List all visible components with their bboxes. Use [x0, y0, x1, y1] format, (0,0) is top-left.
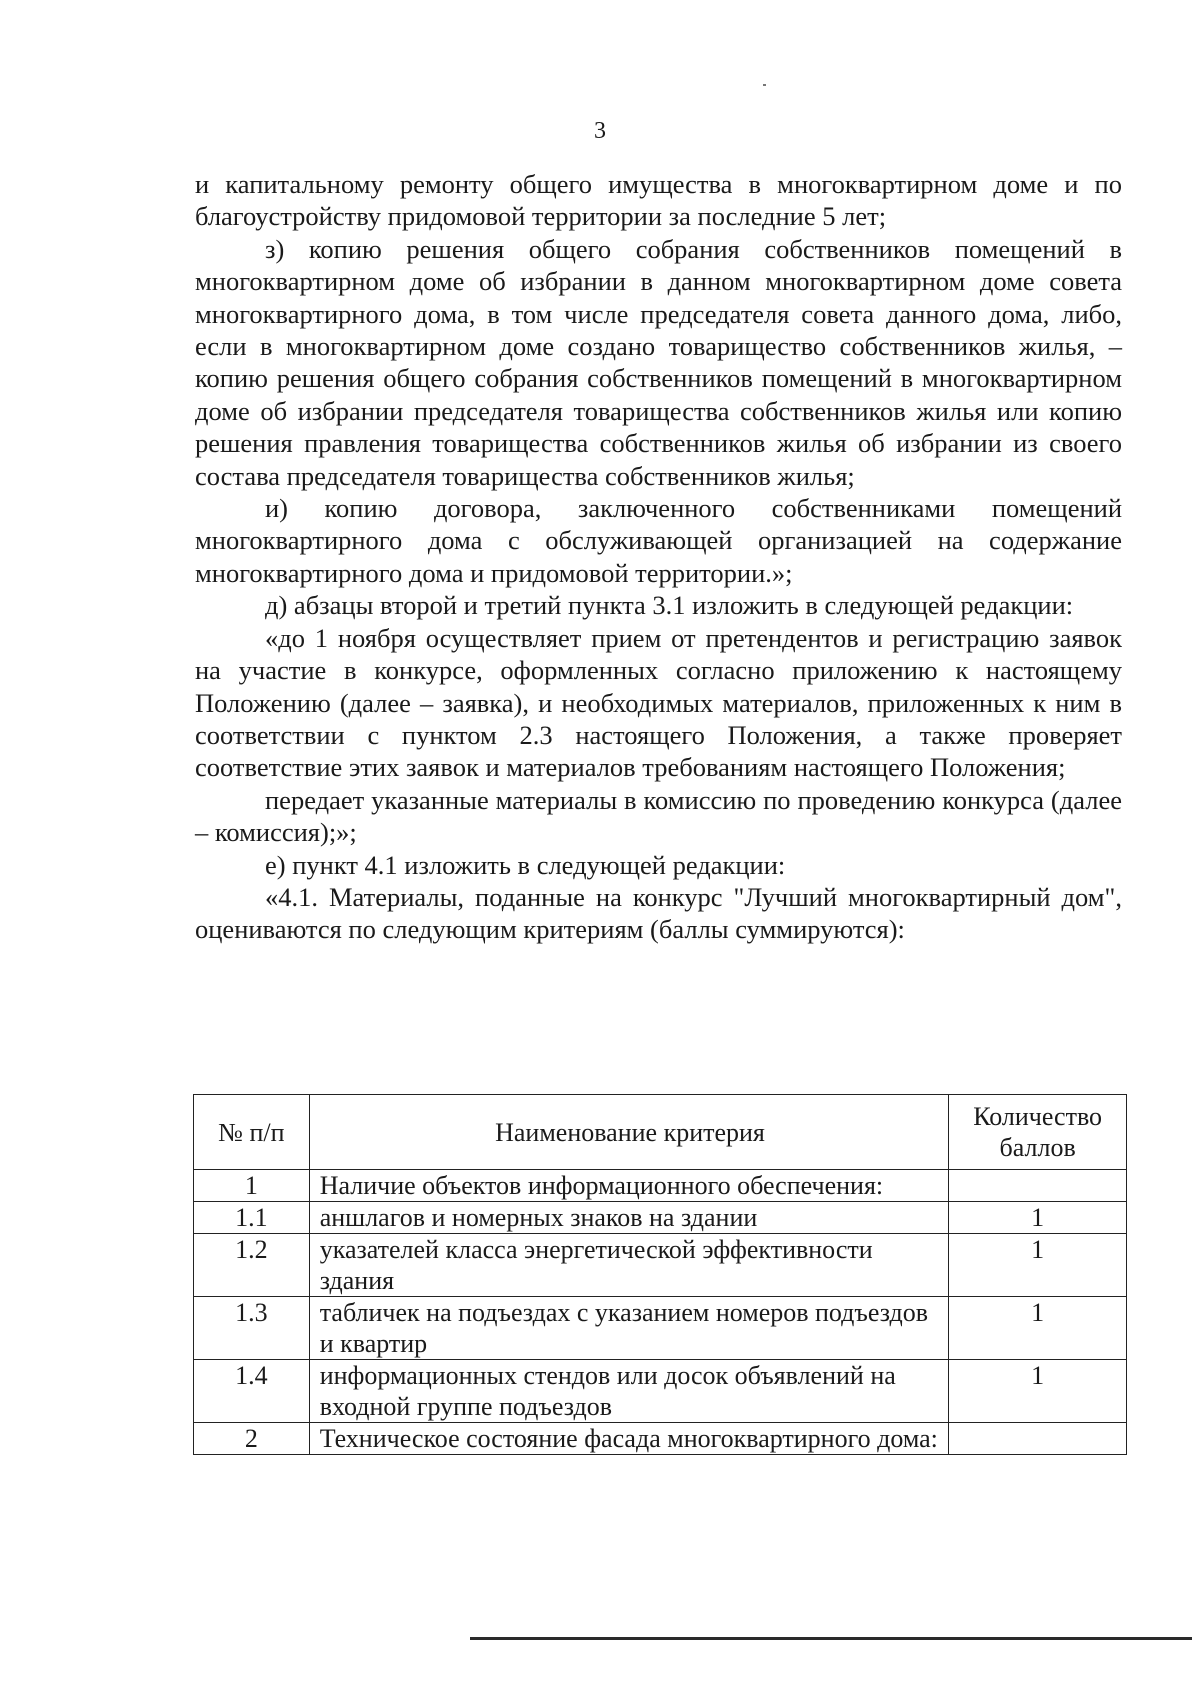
table-row — [194, 1297, 1127, 1360]
body-text — [195, 168, 1122, 946]
row-criterion: Техническое состояние фасада многоквартирного дома: — [309, 1423, 949, 1455]
row-number: 1 — [194, 1170, 310, 1202]
row-number: 1.4 — [194, 1360, 310, 1423]
row-criterion: табличек на подъездах с указанием номеров подъездов и квартир — [309, 1297, 949, 1360]
table-row — [194, 1423, 1127, 1455]
row-score: 1 — [949, 1360, 1127, 1423]
paragraph-item-z: з) копию решения общего собрания собственников помещений в многоквартирном доме об избрании в данном многоквартирном доме совета многоквартирного дома, в том числе председателя совета данного дома, либо, если в многоквартирном доме создано товарищество собственников жилья, – копию решения общего собрания собственников помещений в многоквартирном доме об избрании председателя товарищества собственников жилья или копию решения правления товарищества собственников жилья об избрании из своего состава председателя товарищества собственников жилья; — [195, 233, 1122, 491]
row-number: 2 — [194, 1423, 310, 1455]
table-header-row — [194, 1095, 1127, 1170]
scan-bottom-edge-line — [470, 1637, 1192, 1640]
row-criterion: аншлагов и номерных знаков на здании — [309, 1202, 949, 1234]
table-row — [194, 1234, 1127, 1297]
row-criterion: указателей класса энергетической эффективности здания — [309, 1234, 949, 1297]
paragraph-item-e: е) пункт 4.1 изложить в следующей редакции: — [265, 849, 786, 880]
row-criterion: информационных стендов или досок объявлений на входной группе подъездов — [309, 1360, 949, 1423]
paragraph-criteria-intro: «4.1. Материалы, поданные на конкурс "Лучший многоквартирный дом", оцениваются по следующим критериям (баллы суммируются): — [195, 881, 1122, 945]
header-number: № п/п — [194, 1095, 310, 1170]
row-score — [949, 1423, 1127, 1455]
table-row — [194, 1202, 1127, 1234]
paragraph-item-i: и) копию договора, заключенного собственниками помещений многоквартирного дома с обслуживающей организацией на содержание многоквартирного дома и придомовой территории.»; — [195, 493, 1122, 588]
criteria-table — [193, 1094, 1127, 1455]
table-row — [194, 1360, 1127, 1423]
header-score: Количество баллов — [949, 1095, 1127, 1170]
paragraph-item-d: д) абзацы второй и третий пункта 3.1 изложить в следующей редакции: — [265, 590, 1074, 621]
page-number: 3 — [594, 118, 606, 144]
row-number: 1.1 — [194, 1202, 310, 1234]
row-number: 1.3 — [194, 1297, 310, 1360]
paragraph-continuation: и капитальному ремонту общего имущества в многоквартирном доме и по благоустройству придомовой территории за последние 5 лет; — [195, 169, 1122, 232]
row-score: 1 — [949, 1297, 1127, 1360]
paragraph-quote-november: «до 1 ноября осуществляет прием от претендентов и регистрацию заявок на участие в конкурсе, оформленных согласно приложению к настоящему Положению (далее – заявка), и необходимых материалов, приложенных к ним в соответствии с пунктом 2.3 настоящего Положения, а также проверяет соответствие этих заявок и материалов требованиям настоящего Положения; — [195, 622, 1122, 783]
row-number: 1.2 — [194, 1234, 310, 1297]
row-score: 1 — [949, 1202, 1127, 1234]
header-criterion-name: Наименование критерия — [309, 1095, 949, 1170]
row-criterion: Наличие объектов информационного обеспечения: — [309, 1170, 949, 1202]
paragraph-transfer-materials: передает указанные материалы в комиссию по проведению конкурса (далее – комиссия);»; — [195, 784, 1122, 848]
table-row — [194, 1170, 1127, 1202]
scan-speck — [763, 84, 766, 86]
row-score — [949, 1170, 1127, 1202]
row-score: 1 — [949, 1234, 1127, 1297]
